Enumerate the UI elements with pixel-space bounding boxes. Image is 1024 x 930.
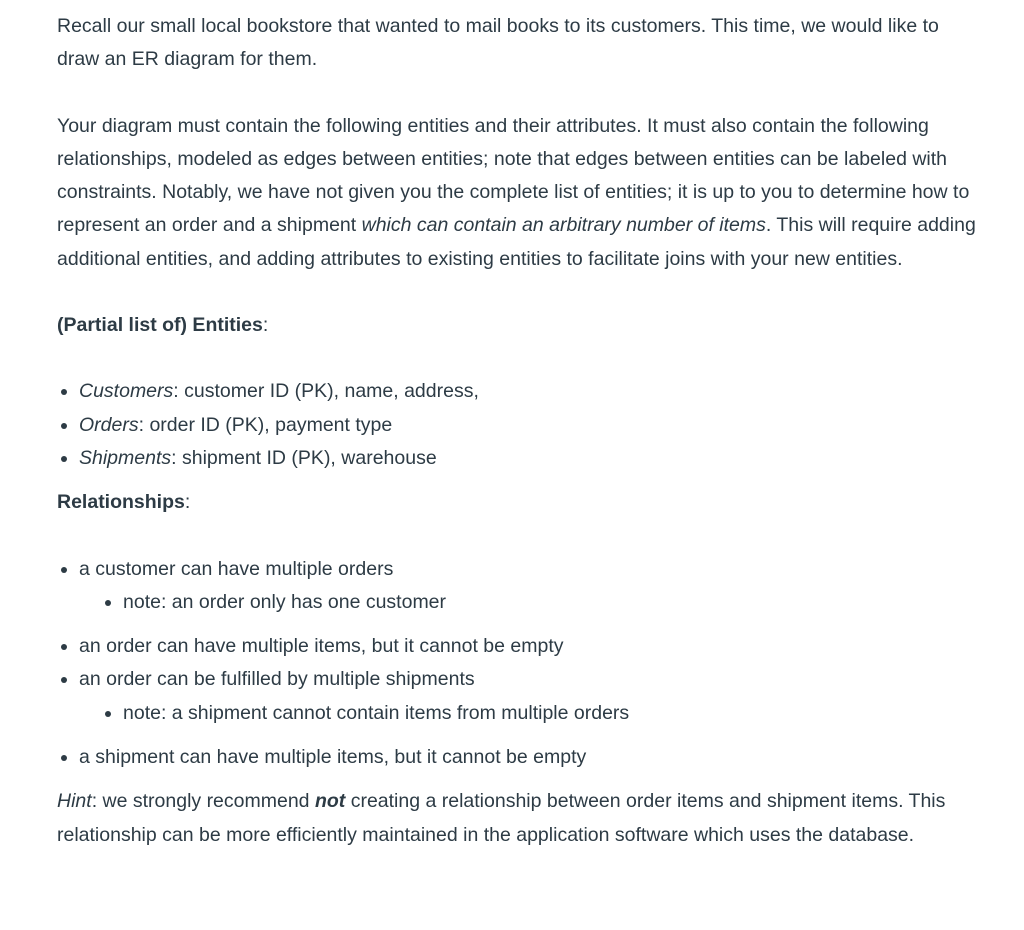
hint-text-end: creating a relationship between order items and shipment items. This relationship can be more efficiently maintained in the application software which uses the database. — [57, 790, 946, 846]
sub-list — [79, 697, 977, 730]
entity-attributes: : order ID (PK), payment type — [138, 413, 393, 436]
relationships-list — [57, 553, 977, 775]
list-item — [57, 663, 977, 730]
hint-text: : we strongly recommend — [91, 790, 315, 813]
requirements-emphasis: which can contain an arbitrary number of items — [361, 214, 766, 237]
requirements-text-end: . This will require adding additional entities, and adding attributes to existing entities to facilitate joins with your new entities. — [57, 214, 976, 270]
intro-paragraph: Recall our small local bookstore that wanted to mail books to its customers. This time, we would like to draw an ER diagram for them. — [57, 15, 939, 71]
entity-attributes: : shipment ID (PK), warehouse — [171, 446, 437, 469]
list-item — [57, 375, 977, 408]
entity-attributes: : customer ID (PK), name, address, — [173, 380, 479, 403]
entities-heading: (Partial list of) Entities — [57, 314, 263, 337]
relationships-heading-line: Relationships: — [57, 491, 191, 514]
relationship-note: note: a shipment cannot contain items from multiple orders — [79, 697, 977, 730]
requirements-paragraph — [57, 110, 977, 276]
hint-label: Hint — [57, 790, 92, 813]
entity-name: Orders — [79, 413, 139, 436]
hint-paragraph — [57, 785, 977, 852]
list-item — [57, 553, 977, 620]
relationship-note: note: an order only has one customer — [79, 586, 977, 619]
entity-name: Shipments — [79, 446, 172, 469]
hint-emphasis: not — [314, 790, 346, 813]
entities-heading-line: (Partial list of) Entities: — [57, 314, 269, 337]
list-item — [57, 409, 977, 442]
sub-list — [79, 586, 977, 619]
list-item — [57, 741, 977, 774]
relationships-heading: Relationships — [57, 491, 185, 514]
assignment-body — [57, 10, 977, 852]
relationship-text: a customer can have multiple orders — [79, 557, 394, 580]
entities-list — [57, 375, 977, 475]
list-item — [57, 442, 977, 475]
requirements-text: Your diagram must contain the following entities and their attributes. It must also contain the following relationships, modeled as edges between entities; note that edges between entities can be labeled with constraints. Notably, we have not given you the complete list of entities; it is up to you to determine how to represent an order and a shipment — [57, 114, 970, 237]
relationship-text: a shipment can have multiple items, but it cannot be empty — [79, 746, 587, 769]
entity-name: Customers — [79, 380, 174, 403]
relationship-text: an order can have multiple items, but it cannot be empty — [79, 635, 564, 658]
relationship-text: an order can be fulfilled by multiple shipments — [79, 668, 475, 691]
list-item — [57, 630, 977, 663]
